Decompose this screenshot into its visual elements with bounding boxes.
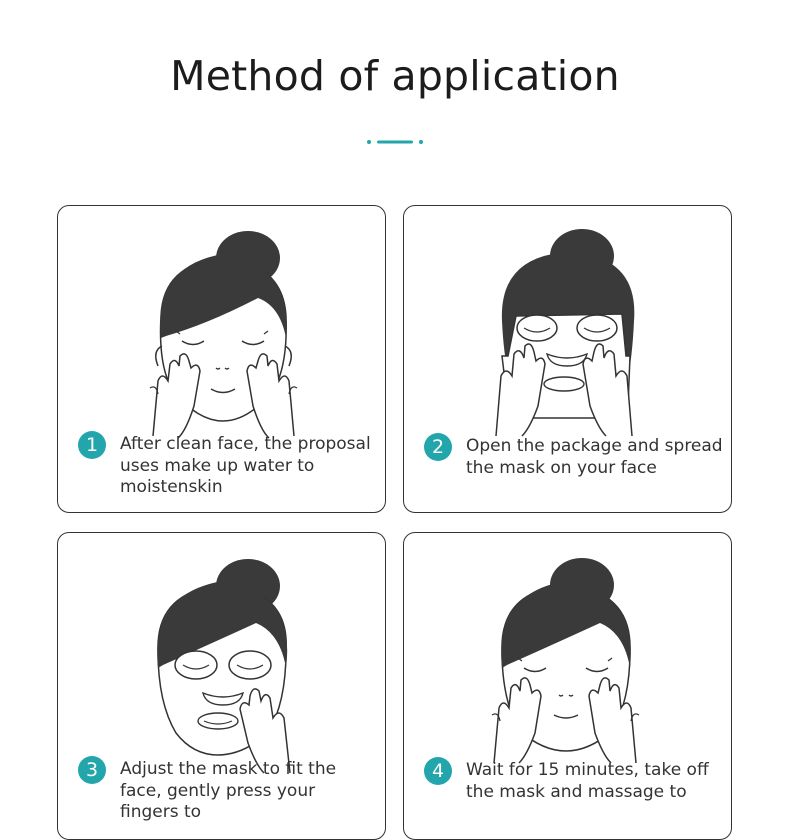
- step-card-3: [57, 532, 386, 840]
- step-description: After clean face, the proposal uses make up water to moistenskin: [120, 434, 371, 497]
- step-number-badge: 3: [78, 756, 106, 784]
- step-card-4: [403, 532, 732, 840]
- step-card-1: [57, 205, 386, 513]
- step-description: Wait for 15 minutes, take off the mask and massage to: [466, 760, 709, 802]
- step-number-badge: 2: [424, 433, 452, 461]
- step-1: [78, 434, 378, 499]
- title-divider: [365, 137, 425, 147]
- step-2: [424, 436, 724, 479]
- step-card-2: [403, 205, 732, 513]
- step-number-badge: 4: [424, 757, 452, 785]
- step-number-badge: 1: [78, 431, 106, 459]
- step-description: Open the package and spread the mask on your face: [466, 436, 723, 478]
- page-title: Method of application: [170, 52, 620, 100]
- step-3: [78, 759, 378, 824]
- step-description: Adjust the mask to fit the face, gently press your fingers to: [120, 759, 337, 822]
- step-4: [424, 760, 724, 803]
